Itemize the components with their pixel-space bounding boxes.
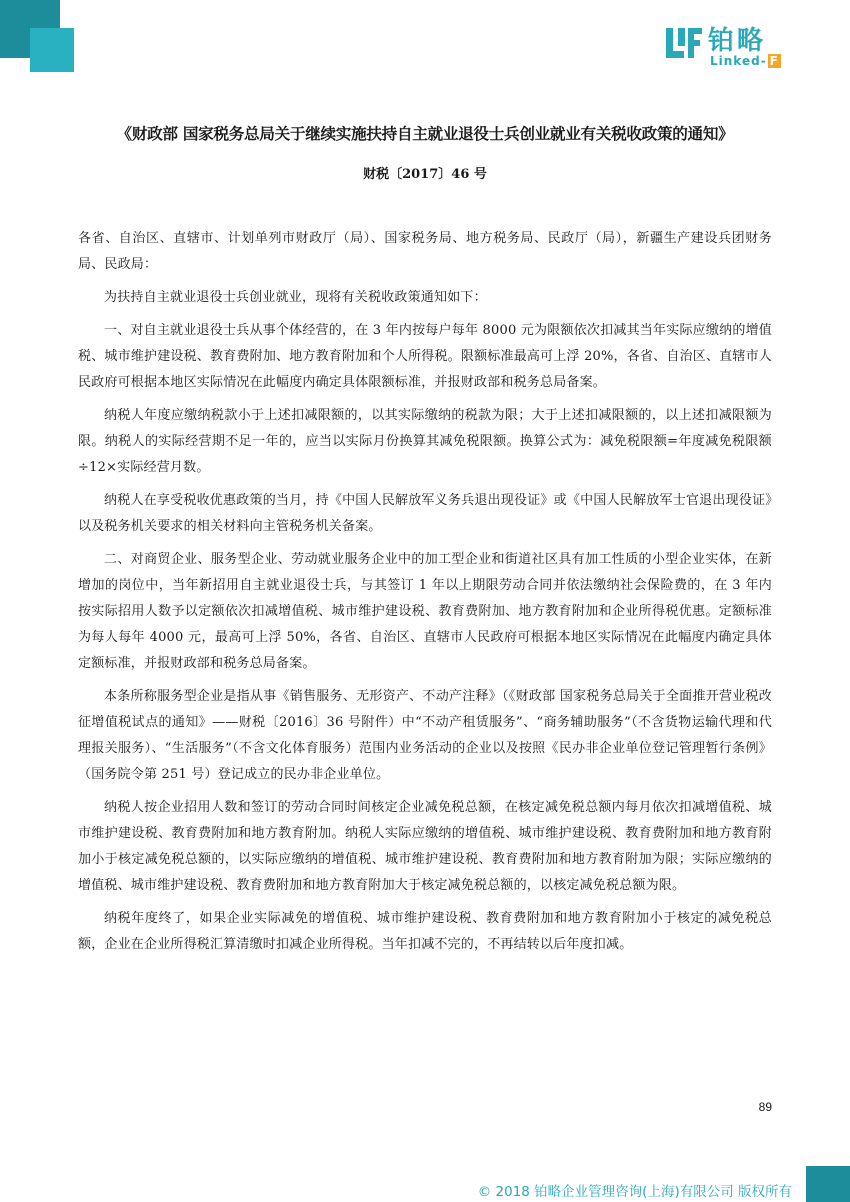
logo-mark-icon xyxy=(664,24,704,64)
page-number: 89 xyxy=(758,1100,772,1114)
footer-copyright: © 2018 铂略企业管理咨询(上海)有限公司 版权所有 xyxy=(477,1184,792,1200)
logo-english-box: F xyxy=(769,54,779,68)
paragraph: 二、对商贸企业、服务型企业、劳动就业服务企业中的加工型企业和街道社区具有加工性质的小型企业实体，在新增加的岗位中，当年新招用自主就业退役士兵，与其签订 1 年以上期限劳动合同并依法缴纳社会保险费的，在 3 年内按实际招用人数予以定额依次扣减增值税、城市维护建设税、教育费附加、地方教育附加和企业所得税优惠。定额标准为每人每年 4000 元，最高可上浮 50%，各省、自治区、直辖市人民政府可根据本地区实际情况在此幅度内确定具体定额标准，并报财政部和税务总局备案。 xyxy=(78,552,772,671)
logo-english-main: Linked- xyxy=(710,54,767,68)
document-number: 财税〔2017〕46 号 xyxy=(363,167,487,182)
paragraph: 一、对自主就业退役士兵从事个体经营的，在 3 年内按每户每年 8000 元为限额依次扣减其当年实际应缴纳的增值税、城市维护建设税、教育费附加、地方教育附加和个人所得税。限额标准最高可上浮 20%，各省、自治区、直辖市人民政府可根据本地区实际情况在此幅度内确定具体限额标准，并报财政部和税务总局备案。 xyxy=(78,323,772,390)
paragraph: 本条所称服务型企业是指从事《销售服务、无形资产、不动产注释》（《财政部 国家税务总局关于全面推开营业税改征增值税试点的通知》——财税〔2016〕36 号附件）中“不动产租赁服务”、“商务辅助服务”（不含货物运输代理和代理报关服务）、“生活服务”（不含文化体育服务）范围内业务活动的企业以及按照《民办非企业单位登记管理暂行条例》（国务院令第 251 号）登记成立的民办非企业单位。 xyxy=(78,689,772,782)
paragraph: 纳税人在享受税收优惠政策的当月，持《中国人民解放军义务兵退出现役证》或《中国人民解放军士官退出现役证》以及税务机关要求的相关材料向主管税务机关备案。 xyxy=(78,493,772,534)
paragraph: 纳税人年度应缴纳税款小于上述扣减限额的，以其实际缴纳的税款为限；大于上述扣减限额的，以上述扣减限额为限。纳税人的实际经营期不足一年的，应当以实际月份换算其减免税限额。换算公式为：减免税限额=年度减免税限额÷12×实际经营月数。 xyxy=(78,408,772,475)
document-body xyxy=(78,226,772,965)
paragraph-addressees: 各省、自治区、直辖市、计划单列市财政厅（局）、国家税务局、地方税务局、民政厅（局），新疆生产建设兵团财务局、民政局： xyxy=(78,231,772,272)
paragraph: 为扶持自主就业退役士兵创业就业，现将有关税收政策通知如下： xyxy=(104,290,487,305)
footer-decoration xyxy=(806,1166,850,1202)
company-logo xyxy=(664,20,792,76)
corner-decoration-light xyxy=(30,28,74,72)
document-title: 《财政部 国家税务总局关于继续实施扶持自主就业退役士兵创业就业有关税收政策的通知》 xyxy=(116,124,734,143)
paragraph: 纳税年度终了，如果企业实际减免的增值税、城市维护建设税、教育费附加和地方教育附加小于核定的减免税总额，企业在企业所得税汇算清缴时扣减企业所得税。当年扣减不完的，不再结转以后年度扣减。 xyxy=(78,911,772,952)
paragraph: 纳税人按企业招用人数和签订的劳动合同时间核定企业减免税总额，在核定减免税总额内每月依次扣减增值税、城市维护建设税、教育费附加和地方教育附加。纳税人实际应缴纳的增值税、城市维护建设税、教育费附加和地方教育附加小于核定减免税总额的，以实际应缴纳的增值税、城市维护建设税、教育费附加和地方教育附加为限；实际应缴纳的增值税、城市维护建设税、教育费附加和地方教育附加大于核定减免税总额的，以核定减免税总额为限。 xyxy=(78,800,772,893)
logo-chinese-text: 铂略 xyxy=(708,26,767,56)
logo-english-text xyxy=(710,54,781,68)
